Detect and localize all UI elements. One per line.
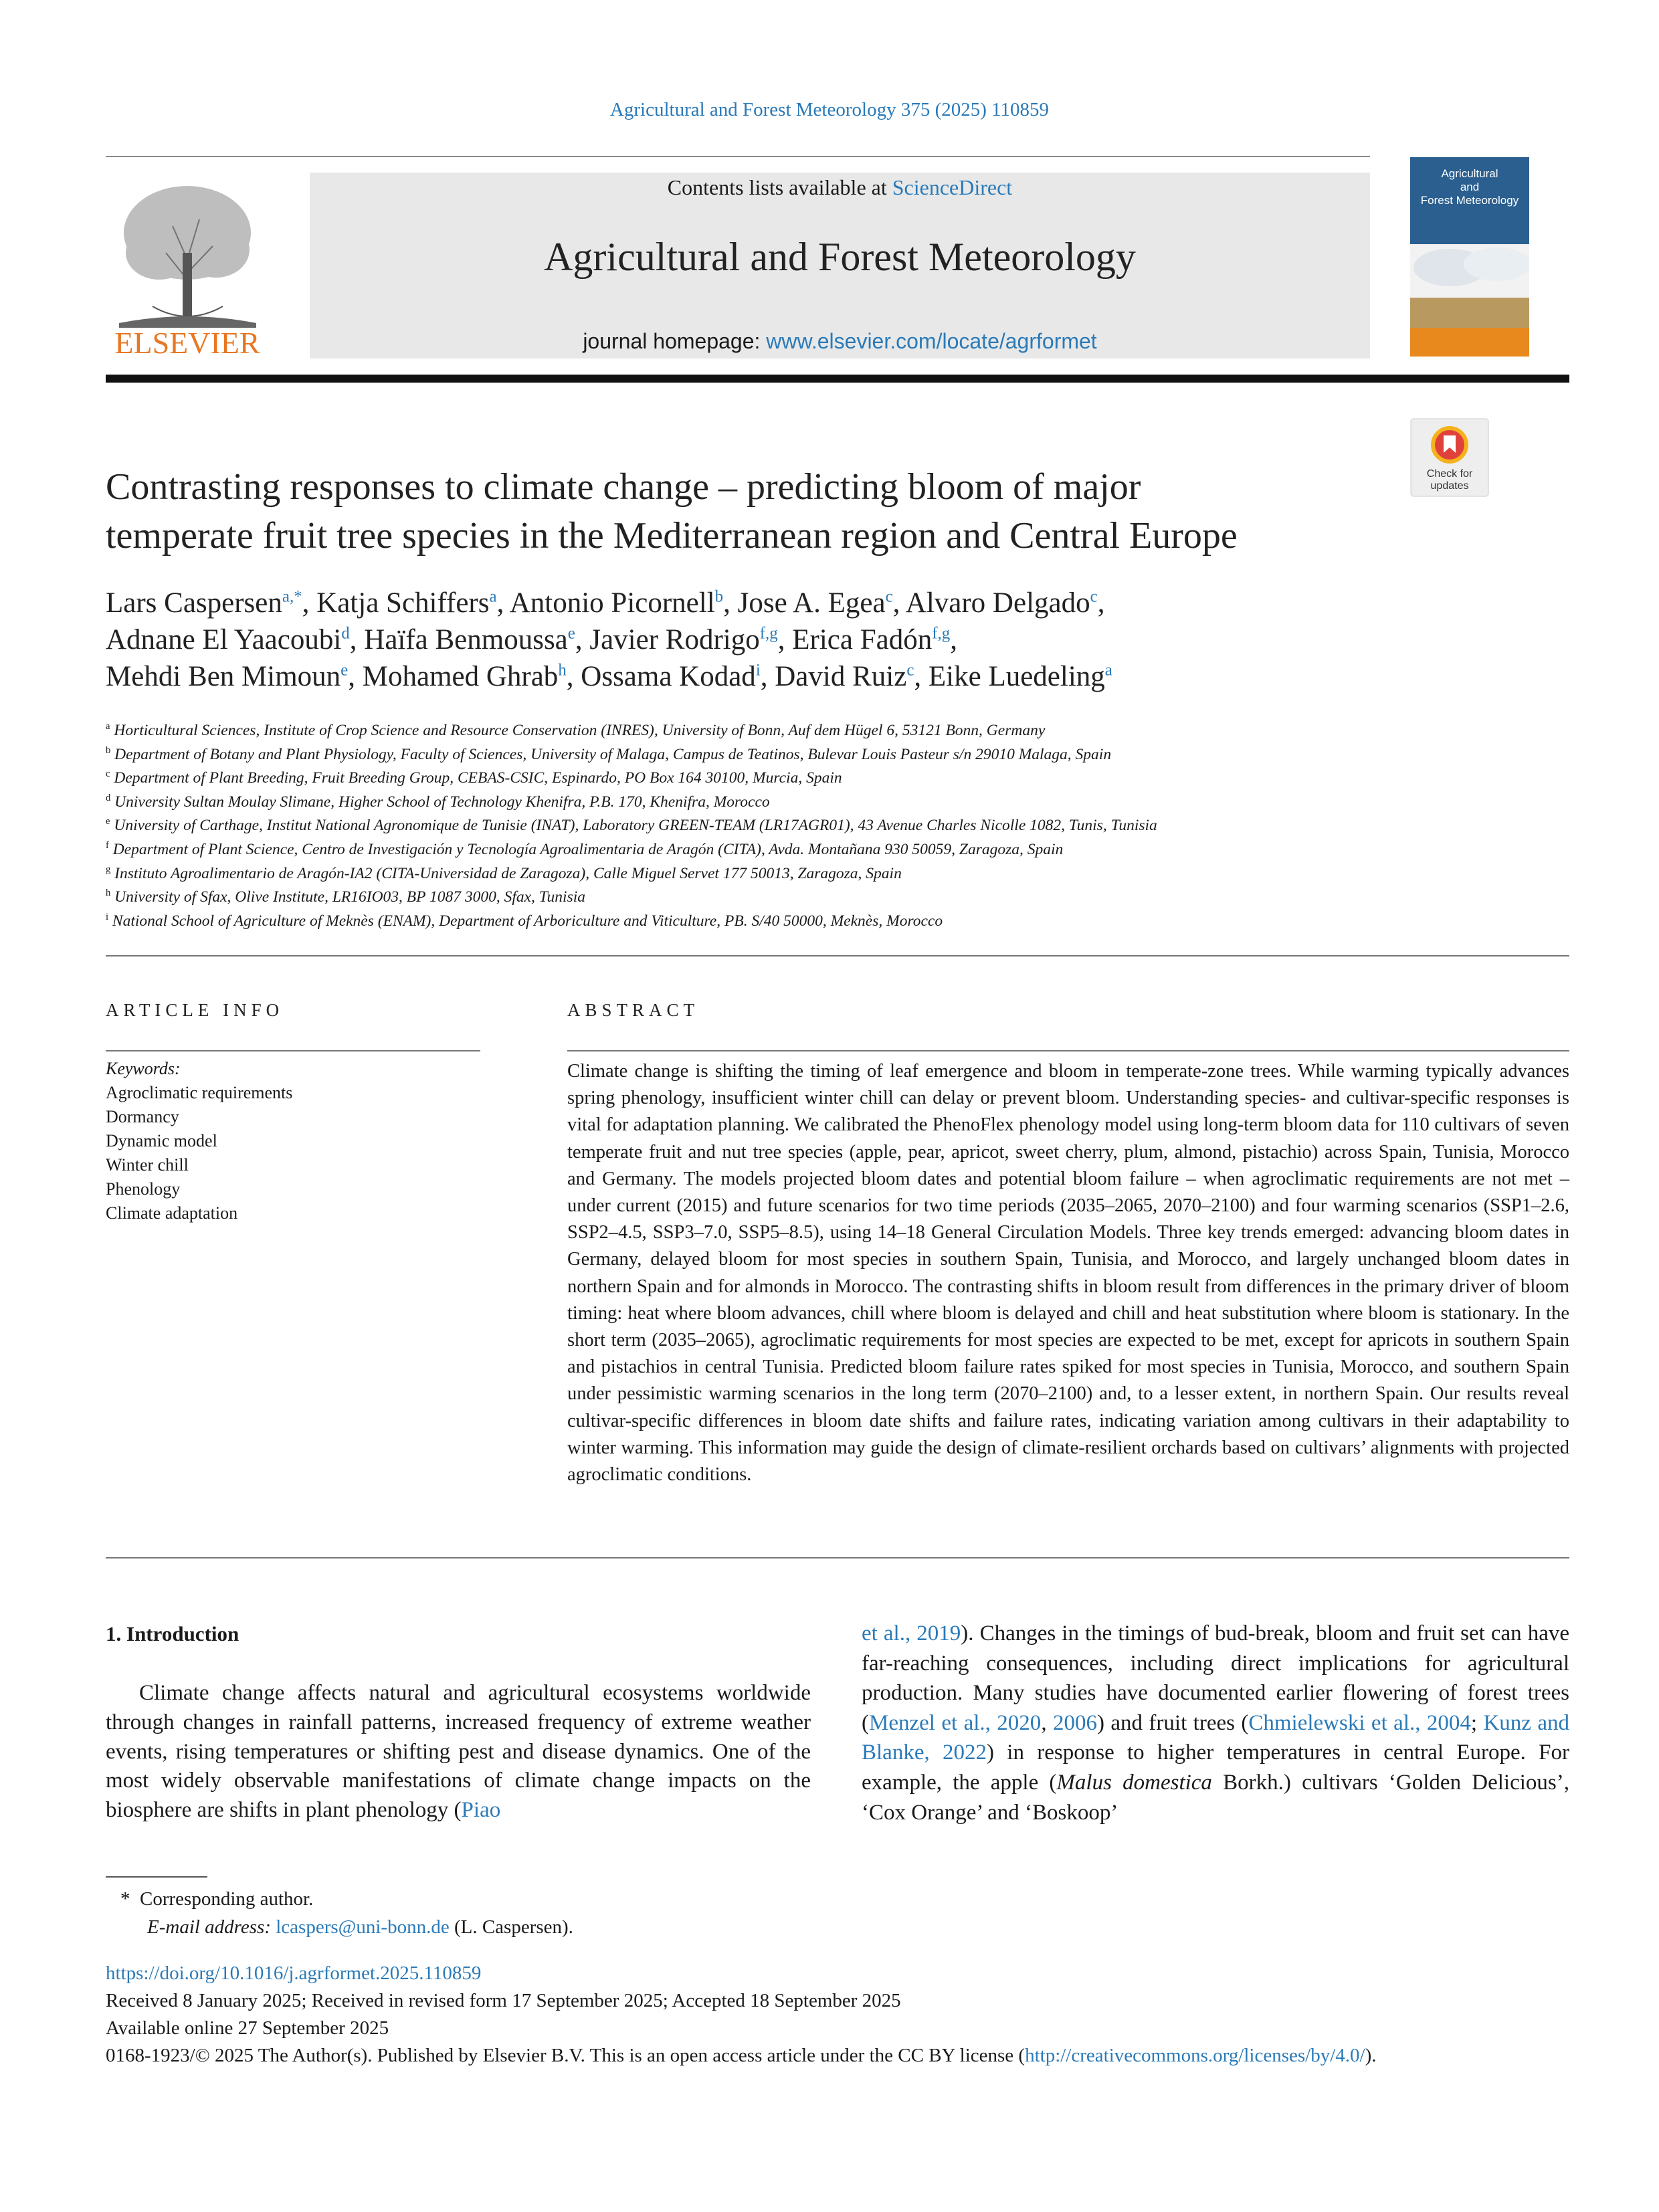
keyword-item: Dynamic model <box>106 1131 217 1150</box>
author-line-3: Mehdi Ben Mimoun$^e$, Mohamed Ghrab$^h$, Ossama Kodad$^i$, David Ruiz$^c$, Eike Luedeling$^a$ <box>106 661 1112 692</box>
keyword-item: Dormancy <box>106 1107 179 1126</box>
author-name[interactable]: Eike Luedeling <box>928 661 1105 692</box>
elsevier-logo[interactable] <box>106 173 270 360</box>
affiliation-item: $^h$ University of Sfax, Olive Institute, LR16IO03, BP 1087 3000, Sfax, Tunisia <box>106 888 586 906</box>
affiliation-item: $^i$ National School of Agriculture of Meknès (ENAM), Department of Arboriculture and Viticulture, PB. S/40 50000, Meknès, Morocco <box>106 911 943 930</box>
abstract-rule <box>567 1050 1569 1051</box>
affiliation-item: $^c$ Department of Plant Breeding, Fruit Breeding Group, CEBAS-CSIC, Espinardo, PO Box 164 30100, Murcia, Spain <box>106 769 842 787</box>
article-frontmatter <box>106 1960 1577 2070</box>
svg-text:updates: updates <box>1430 480 1469 492</box>
affiliation-item: $^g$ Instituto Agroalimentario de Aragón-IA2 (CITA-Universidad de Zaragoza), Calle Miguel Servet 177 50013, Zaragoza, Spain <box>106 864 902 882</box>
svg-text:Forest Meteorology: Forest Meteorology <box>1420 194 1519 207</box>
homepage-link[interactable]: www.elsevier.com/locate/agrformet <box>766 329 1097 353</box>
svg-text:and: and <box>1460 181 1480 193</box>
doi-link[interactable]: https://doi.org/10.1016/j.agrformet.2025.110859 <box>106 1963 482 1984</box>
received-dates: Received 8 January 2025; Received in revised form 17 September 2025; Accepted 18 September 2025 <box>106 1990 901 2011</box>
author-name[interactable]: Jose A. Egea <box>737 587 886 619</box>
section-divider <box>106 955 1569 957</box>
citation-link[interactable]: Chmielewski et al., 2004 <box>1248 1710 1471 1735</box>
footnote: * Corresponding author. E-mail address: lcaspers@uni-bonn.de (L. Caspersen). <box>120 1888 573 1938</box>
journal-homepage: journal homepage: www.elsevier.com/locate/agrformet <box>583 329 1097 353</box>
author-name[interactable]: Katja Schiffers <box>316 587 490 619</box>
license-link[interactable]: http://creativecommons.org/licenses/by/4.0/ <box>1025 2045 1365 2066</box>
author-line-1: Lars Caspersen$^{a,*}$, Katja Schiffers$^a$, Antonio Picornell$^b$, Jose A. Egea$^c$, Alvaro Delgado$^c$, <box>106 587 1105 619</box>
journal-cover-thumbnail[interactable] <box>1410 157 1529 357</box>
affiliation-item: $^e$ University of Carthage, Institut National Agronomique de Tunisie (INAT), Laboratory GREEN-TEAM (LR17AGR01), 43 Avenue Charles Nicolle 1082, Tunis, Tunisia <box>106 816 1157 835</box>
author-name[interactable]: David Ruiz <box>775 661 907 692</box>
author-name[interactable]: Haïfa Benmoussa <box>364 624 568 656</box>
footnote-rule <box>106 1876 207 1878</box>
available-online: Available online 27 September 2025 <box>106 2017 389 2039</box>
affiliation-item: $^d$ University Sultan Moulay Slimane, Higher School of Technology Khenifra, P.B. 170, Khenifra, Morocco <box>106 792 770 811</box>
affiliation-item: $^b$ Department of Botany and Plant Physiology, Faculty of Sciences, University of Malaga, Campus de Teatinos, Bulevar Louis Pasteur s/n 29010 Malaga, Spain <box>106 744 1112 763</box>
svg-text:Check for: Check for <box>1426 468 1473 480</box>
journal-reference[interactable]: Agricultural and Forest Meteorology 375 (2025) 110859 <box>609 99 1050 120</box>
sciencedirect-link[interactable]: ScienceDirect <box>892 175 1013 199</box>
citation-link[interactable]: Piao <box>461 1798 501 1823</box>
article-info-rule <box>106 1050 480 1051</box>
affiliation-item: $^f$ Department of Plant Science, Centro de Investigación y Tecnología Agroalimentaria de Aragón (CITA), Avda. Montañana 930 50059, Zaragoza, Spain <box>106 840 1064 858</box>
author-list <box>106 585 1544 695</box>
author-name[interactable]: Lars Caspersen <box>106 587 282 619</box>
header-thick-rule <box>106 375 1569 383</box>
abstract-text: Climate change is shifting the timing of leaf emergence and bloom in temperate-zone trees. While warming typically advances spring phenology, insufficient winter chill can delay or prevent bloom. Understanding species- and cultivar-specific responses is vital for adaptation planning. We calibrated the PhenoFlex phenology model using long-term bloom data for 110 cultivars of seven temperate fruit and nut tree species (apple, pear, apricot, sweet cherry, plum, almond, pistachio) across Spain, Tunisia, Morocco and Germany. The models projected bloom dates and potential bloom failure – when agroclimatic requirements are not met – under current (2015) and future scenarios for two time periods (2035–2065, 2070–2100) and four warming scenarios (SSP1–2.6, SSP2–4.5, SSP3–7.0, SSP5–8.5), using 14–18 General Circulation Models. Three key trends emerged: advancing bloom dates in Germany, delayed bloom for most species in southern Spain, Tunisia, and Morocco, and largely unchanged bloom dates in northern Spain and for almonds in Morocco. The contrasting shifts in bloom result from differences in the primary driver of bloom timing: heat where bloom advances, chill where bloom is delayed and chill and heat substitution where bloom is stationary. In the short term (2035–2065), agroclimatic requirements for most species are expected to be met, except for apricots in southern Spain and pistachios in central Tunisia. Predicted bloom failure rates spiked for most species in Tunisia, Morocco, and southern Spain under pessimistic warming scenarios in the long term (2070–2100) and, to a lesser extent, in northern Spain. Our results reveal cultivar-specific differences in bloom date shifts and failure rates, indicating variation among cultivars in their adaptability to winter warming. This information may guide the design of climate-resilient orchards based on cultivars’ alignments with projected agroclimatic conditions. <box>567 1061 1569 1486</box>
citation-link[interactable]: Kunz and Blanke, 2022 <box>862 1710 1569 1765</box>
author-name[interactable]: Erica Fadón <box>792 624 933 656</box>
article-info-heading: ARTICLE INFO <box>106 1000 284 1020</box>
author-name[interactable]: Javier Rodrigo <box>589 624 760 656</box>
citation-link[interactable]: 2006 <box>1052 1710 1097 1735</box>
license-line: 0168-1923/© 2025 The Author(s). Published by Elsevier B.V. This is an open access article under the CC BY license (http://creativecommons.org/licenses/by/4.0/). <box>106 2045 1377 2066</box>
contents-line: Contents lists available at ScienceDirect <box>667 175 1013 199</box>
keyword-item: Agroclimatic requirements <box>106 1083 293 1102</box>
citation-link[interactable]: Menzel et al., 2020 <box>869 1710 1042 1735</box>
article-title: Contrasting responses to climate change – predicting bloom of major temperate fruit tree species in the Mediterranean region and Central Europe <box>106 466 1238 557</box>
check-for-updates-badge[interactable] <box>1410 418 1489 497</box>
author-line-2: Adnane El Yaacoubi$^d$, Haïfa Benmoussa$^e$, Javier Rodrigo$^{f,g}$, Erica Fadón$^{f,g}$, <box>106 624 957 656</box>
affiliation-list <box>106 719 1571 933</box>
header-divider <box>106 156 1370 157</box>
keyword-item: Phenology <box>106 1179 181 1199</box>
author-name[interactable]: Ossama Kodad <box>581 661 756 692</box>
keyword-item: Climate adaptation <box>106 1203 238 1223</box>
keyword-item: Winter chill <box>106 1155 189 1175</box>
introduction-left-column: Climate change affects natural and agricultural ecosystems worldwide through changes in rainfall patterns, increased frequency of extreme weather events, rising temperatures or shifting pest and disease dynamics. One of the most widely observable manifestations of climate change impacts on the biosphere are shifts in plant phenology (Piao <box>106 1681 811 1823</box>
author-name[interactable]: Alvaro Delgado <box>905 587 1090 619</box>
svg-text:Agricultural: Agricultural <box>1441 167 1498 180</box>
affiliation-item: $^a$ Horticultural Sciences, Institute of Crop Science and Resource Conservation (INRES), University of Bonn, Auf dem Hügel 6, 53121 Bonn, Germany <box>106 721 1046 739</box>
author-name[interactable]: Adnane El Yaacoubi <box>106 624 342 656</box>
author-name[interactable]: Antonio Picornell <box>509 587 715 619</box>
abstract-heading: ABSTRACT <box>567 1000 700 1020</box>
author-name[interactable]: Mehdi Ben Mimoun <box>106 661 341 692</box>
author-name[interactable]: Mohamed Ghrab <box>362 661 559 692</box>
keywords-block <box>106 1057 480 1225</box>
journal-title: Agricultural and Forest Meteorology <box>544 235 1136 279</box>
introduction-heading: 1. Introduction <box>106 1622 239 1645</box>
citation-link[interactable]: et al., 2019 <box>862 1621 961 1645</box>
keywords-label: Keywords: <box>106 1059 181 1078</box>
introduction-right-column: et al., 2019). Changes in the timings of bud-break, bloom and fruit set can have far-reaching consequences, including direct implications for agricultural production. Many studies have documented earlier flowering of forest trees (Menzel et al., 2020, 2006) and fruit trees (Chmielewski et al., 2004; Kunz and Blanke, 2022) in response to higher temperatures in central Europe. For example, the apple (Malus domestica Borkh.) cultivars ‘Golden Delicious’, ‘Cox Orange’ and ‘Boskoop’ <box>862 1621 1569 1825</box>
section-divider <box>106 1557 1569 1559</box>
publisher-name: ELSEVIER <box>114 326 260 360</box>
email-link[interactable]: lcaspers@uni-bonn.de <box>276 1916 450 1938</box>
